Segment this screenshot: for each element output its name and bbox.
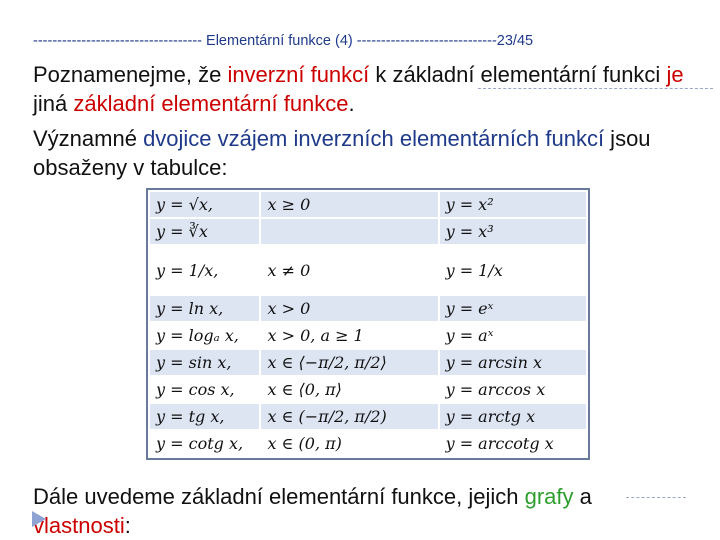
- para2-highlight-pairs: dvojice vzájem inverzních elementárních funkcí: [143, 126, 605, 151]
- inverse-cell: y = 1/x: [440, 246, 586, 294]
- inverse-cell: y = arctg x: [440, 404, 586, 429]
- para1-highlight-inverse-function: inverzní funkcí: [227, 62, 370, 87]
- inverse-cell: y = arcsin x: [440, 350, 586, 375]
- table-row: [150, 431, 586, 456]
- condition-cell: x ≠ 0: [261, 246, 437, 294]
- table-row: [150, 246, 586, 294]
- page-number: 23/45: [496, 33, 534, 49]
- para1-text-1: Poznamenejme, že: [33, 62, 228, 87]
- function-cell: y = cos x,: [150, 377, 259, 402]
- condition-cell: x ∈ (0, π): [261, 431, 437, 456]
- dashed-divider-bottom: [626, 497, 686, 498]
- condition-cell: x ≥ 0: [261, 192, 437, 217]
- inverse-functions-table: [146, 188, 590, 460]
- inverse-cell: y = eˣ: [440, 296, 586, 321]
- paragraph-inverse-note: [33, 60, 693, 118]
- para3-text-2: a: [573, 484, 592, 509]
- para1-highlight-je: je: [666, 62, 684, 87]
- inverse-cell: y = aˣ: [440, 323, 586, 348]
- para3-text-3: :: [124, 513, 131, 538]
- inverse-cell: y = x³: [440, 219, 586, 244]
- para3-highlight-properties: vlastnosti: [33, 513, 125, 538]
- para3-text-1: Dále uvedeme základní elementární funkce, jejich: [33, 484, 525, 509]
- function-cell: y = logₐ x,: [150, 323, 259, 348]
- condition-cell: x ∈ (−π/2, π/2): [261, 404, 437, 429]
- para1-text-2: k základní elementární funkci: [369, 62, 667, 87]
- inverse-cell: y = x²: [440, 192, 586, 217]
- table-row: [150, 350, 586, 375]
- condition-cell: x > 0: [261, 296, 437, 321]
- header-right-dashes: -----------------------------: [356, 33, 497, 49]
- slide-header: [33, 33, 593, 49]
- para3-highlight-graphs: grafy: [524, 484, 574, 509]
- header-title: Elementární funkce (4): [202, 33, 357, 49]
- para2-text-1: Významné: [33, 126, 144, 151]
- table-row: [150, 404, 586, 429]
- function-cell: y = 1/x,: [150, 246, 259, 294]
- para1-highlight-basic-function: základní elementární funkce: [73, 91, 349, 116]
- function-cell: y = tg x,: [150, 404, 259, 429]
- table-row: [150, 192, 586, 217]
- function-cell: y = ln x,: [150, 296, 259, 321]
- para1-text-3: jiná: [33, 91, 74, 116]
- condition-cell: x ∈ ⟨0, π⟩: [261, 377, 437, 402]
- function-cell: y = √x,: [150, 192, 259, 217]
- function-cell: y = ∛x: [150, 219, 259, 244]
- table-row: [150, 377, 586, 402]
- function-cell: y = cotg x,: [150, 431, 259, 456]
- table-row: [150, 219, 586, 244]
- table-row: [150, 296, 586, 321]
- paragraph-table-intro: [33, 124, 693, 182]
- table-row: [150, 323, 586, 348]
- para1-text-4: .: [348, 91, 355, 116]
- condition-cell: [261, 219, 437, 244]
- inverse-cell: y = arccos x: [440, 377, 586, 402]
- condition-cell: x ∈ ⟨−π/2, π/2⟩: [261, 350, 437, 375]
- inverse-cell: y = arccotg x: [440, 431, 586, 456]
- bullet-arrow-icon: [32, 511, 46, 527]
- para2-text-2: jsou obsaženy v tabulce:: [33, 126, 651, 180]
- dashed-divider-top: [478, 88, 713, 89]
- function-cell: y = sin x,: [150, 350, 259, 375]
- condition-cell: x > 0, a ≥ 1: [261, 323, 437, 348]
- paragraph-next-topics: [33, 482, 693, 540]
- header-left-dashes: -----------------------------------: [33, 33, 203, 49]
